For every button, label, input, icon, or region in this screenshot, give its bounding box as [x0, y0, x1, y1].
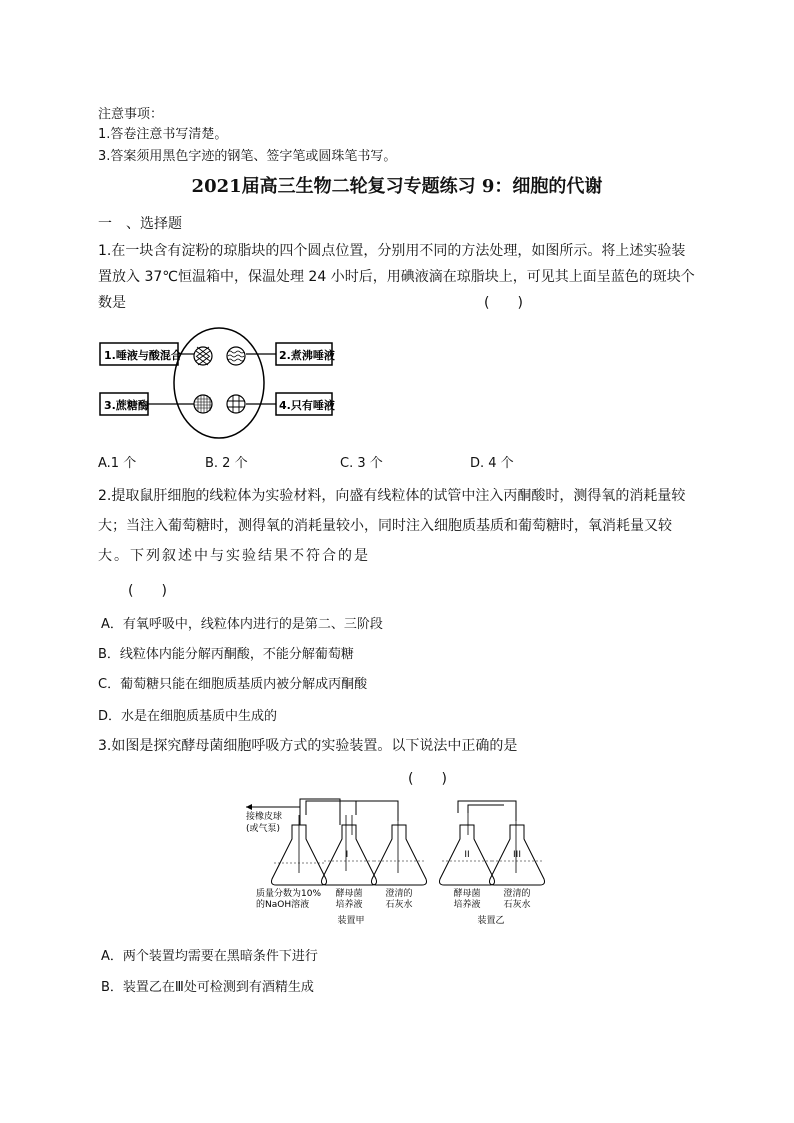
q3-answer-bracket: ( )	[408, 771, 447, 787]
q1-answer-bracket: ( )	[484, 295, 523, 311]
flask4-label-b: 培养液	[453, 900, 481, 910]
q1-line-2: 置放入 37℃恒温箱中，保温处理 24 小时后，用碘液滴在琼脂块上，可见其上面呈蓝色的斑块个	[98, 269, 695, 285]
flask4-label-a: 酵母菌	[453, 889, 481, 899]
q2-line-3: 大。下列叙述中与实验结果不符合的是	[98, 548, 370, 564]
flask2-label-a: 酵母菌	[335, 889, 363, 899]
label-2: 2.煮沸唾液	[279, 349, 335, 362]
q2-option-b: B．线粒体内能分解丙酮酸，不能分解葡萄糖	[98, 647, 354, 662]
q1-line-1: 1.在一块含有淀粉的琼脂块的四个圆点位置，分别用不同的方法处理，如图所示。将上述实验装	[98, 243, 686, 259]
flask3-label-a: 澄清的	[385, 889, 413, 899]
notice-item-1: 1.答卷注意书写清楚。	[98, 127, 228, 142]
q2-option-d: D．水是在细胞质基质中生成的	[98, 709, 278, 724]
q1-option-a: A.1 个	[98, 456, 137, 471]
flask5-label-a: 澄清的	[503, 889, 531, 899]
setup-a-label: 装置甲	[337, 916, 365, 926]
label-3: 3.蔗糖酶	[104, 399, 149, 412]
roman-3: III	[513, 850, 521, 860]
flask-yeast-2	[440, 813, 495, 885]
roman-2: II	[464, 850, 470, 860]
arrow-icon	[246, 804, 252, 810]
q3-line-1: 3.如图是探究酵母菌细胞呼吸方式的实验装置。以下说法中正确的是	[98, 738, 518, 754]
flask5-label-b: 石灰水	[503, 900, 531, 910]
page-title: 2021届高三生物二轮复习专题练习 9：细胞的代谢	[191, 176, 603, 197]
notice-item-3: 3.答案须用黑色字迹的钢笔、签字笔或圆珠笔书写。	[98, 149, 397, 164]
q1-option-b: B. 2 个	[205, 456, 248, 471]
section-heading: 一 、选择题	[98, 216, 182, 232]
flask-lime-2	[490, 821, 545, 885]
q1-option-d: D. 4 个	[470, 456, 514, 471]
roman-1: I	[345, 850, 349, 860]
setup-b-label: 装置乙	[477, 916, 505, 926]
q2-option-c: C．葡萄糖只能在细胞质基质内被分解成丙酮酸	[98, 677, 368, 692]
label-1: 1.唾液与酸混合	[104, 349, 182, 362]
flask1-label-b: 的NaOH溶液	[256, 900, 310, 910]
q2-option-a: A．有氧呼吸中，线粒体内进行的是第二、三阶段	[101, 617, 383, 632]
flask1-label-a: 质量分数为10%	[256, 889, 322, 899]
flask2-label-b: 培养液	[335, 900, 363, 910]
notice-heading: 注意事项：	[98, 107, 164, 122]
q1-figure	[98, 325, 338, 440]
q2-line-1: 2.提取鼠肝细胞的线粒体为实验材料，向盛有线粒体的试管中注入丙酮酸时，测得氧的消耗量较	[98, 488, 686, 504]
q3-option-a: A．两个装置均需要在黑暗条件下进行	[101, 949, 318, 964]
agar-block	[174, 328, 264, 438]
flask-lime-1	[372, 805, 427, 885]
pump-label-1: 接橡皮球	[246, 812, 283, 822]
q2-line-2: 大；当注入葡萄糖时，测得氧的消耗量较小，同时注入细胞质基质和葡萄糖时，氧消耗量又较	[98, 518, 672, 534]
spot-3-icon	[194, 395, 212, 413]
q3-figure	[236, 795, 566, 930]
q1-line-3: 数是	[98, 295, 126, 311]
flask-yeast-1	[322, 815, 377, 885]
spot-4-icon	[227, 395, 245, 413]
q2-answer-bracket: ( )	[128, 583, 167, 599]
q1-option-c: C. 3 个	[340, 456, 383, 471]
label-4: 4.只有唾液	[279, 399, 335, 412]
pump-label-2: (或气泵)	[246, 824, 281, 834]
q3-option-b: B．装置乙在Ⅲ处可检测到有酒精生成	[101, 980, 314, 995]
flask3-label-b: 石灰水	[385, 900, 413, 910]
